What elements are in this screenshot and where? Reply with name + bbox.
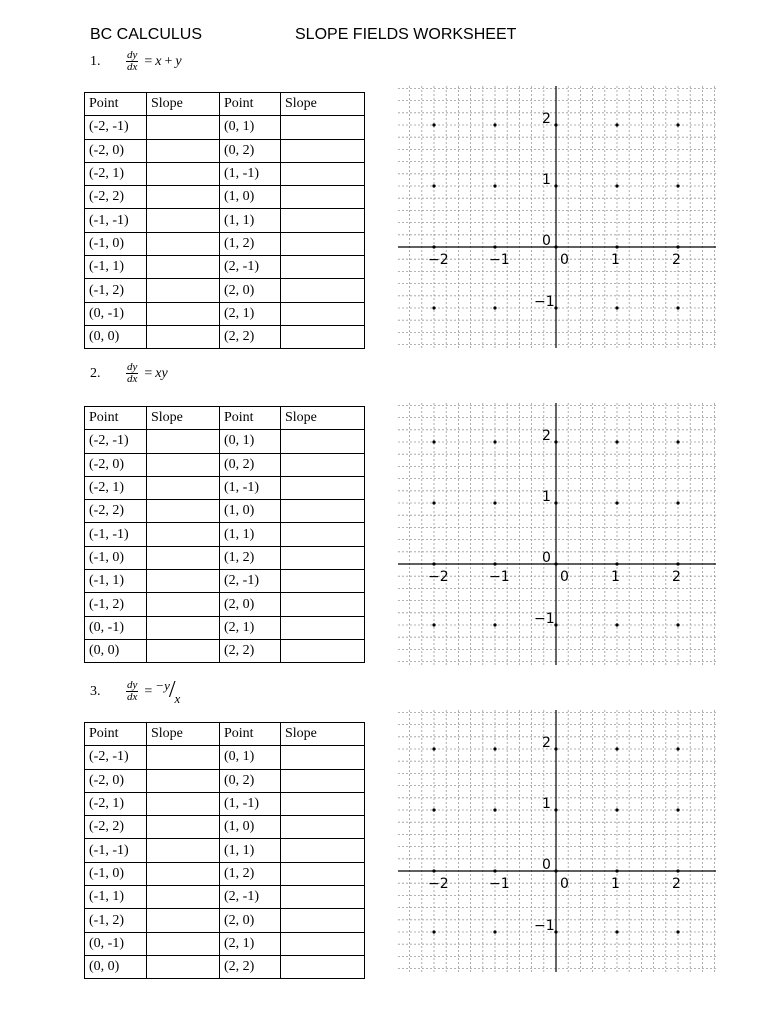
problem-3-label — [90, 678, 180, 705]
y-tick-label: 1 — [542, 489, 551, 505]
table-row — [85, 932, 365, 955]
lattice-point — [554, 747, 557, 750]
y-tick-label: −1 — [534, 918, 555, 934]
lattice-point — [676, 808, 679, 811]
lattice-point — [432, 245, 435, 248]
fraction-denominator: dx — [127, 373, 138, 385]
lattice-point — [554, 123, 557, 126]
lattice-point — [432, 440, 435, 443]
problem-2-label — [90, 362, 168, 385]
slope-cell[interactable] — [147, 862, 220, 885]
lattice-point — [615, 440, 618, 443]
rhs-operator: + — [164, 53, 173, 69]
point-cell: (0, -1) — [85, 302, 147, 325]
x-tick-label: −1 — [489, 569, 510, 585]
x-tick-label: 0 — [560, 569, 569, 585]
column-header: Slope — [147, 407, 220, 430]
slope-cell[interactable] — [281, 839, 365, 862]
slope-cell[interactable] — [281, 256, 365, 279]
point-cell: (2, 0) — [220, 909, 281, 932]
slash-denominator: x — [174, 690, 181, 706]
lattice-point — [615, 184, 618, 187]
y-tick-label: 2 — [542, 428, 551, 444]
table-header-row — [85, 407, 365, 430]
point-cell: (0, -1) — [85, 932, 147, 955]
point-cell: (2, 1) — [220, 302, 281, 325]
table-row — [85, 792, 365, 815]
column-header: Point — [220, 93, 281, 116]
slope-cell[interactable] — [281, 769, 365, 792]
slope-field-grid-3 — [398, 710, 716, 972]
point-cell: (-2, 2) — [85, 816, 147, 839]
point-cell: (-2, 2) — [85, 500, 147, 523]
slope-cell[interactable] — [147, 746, 220, 769]
table-row — [85, 476, 365, 499]
lattice-point — [615, 245, 618, 248]
point-cell: (1, -1) — [220, 476, 281, 499]
lattice-point — [615, 747, 618, 750]
slope-cell[interactable] — [147, 500, 220, 523]
lattice-point — [432, 306, 435, 309]
equation-rhs: = x + y — [144, 53, 182, 69]
point-cell: (1, -1) — [220, 162, 281, 185]
table-header-row — [85, 723, 365, 746]
column-header: Point — [85, 407, 147, 430]
lattice-point — [493, 808, 496, 811]
equation-rhs: = — [144, 683, 153, 699]
lattice-point — [554, 184, 557, 187]
rhs-term: y — [175, 53, 182, 69]
slope-cell[interactable] — [147, 909, 220, 932]
slope-cell[interactable] — [147, 769, 220, 792]
column-header: Slope — [147, 723, 220, 746]
lattice-point — [432, 930, 435, 933]
point-cell: (-1, 1) — [85, 256, 147, 279]
lattice-point — [554, 245, 557, 248]
lattice-point — [615, 562, 618, 565]
point-cell: (1, 2) — [220, 546, 281, 569]
table-row — [85, 232, 365, 255]
table-row — [85, 139, 365, 162]
derivative-fraction — [126, 680, 138, 703]
lattice-point — [432, 501, 435, 504]
point-cell: (-2, -1) — [85, 116, 147, 139]
lattice-point — [554, 562, 557, 565]
slope-cell[interactable] — [281, 500, 365, 523]
lattice-point — [676, 440, 679, 443]
point-cell: (1, -1) — [220, 792, 281, 815]
lattice-point — [493, 306, 496, 309]
slope-cell[interactable] — [281, 593, 365, 616]
point-cell: (2, 1) — [220, 616, 281, 639]
table-row — [85, 302, 365, 325]
lattice-point — [493, 930, 496, 933]
x-tick-label: −2 — [428, 252, 449, 268]
x-tick-label: −1 — [489, 252, 510, 268]
slope-cell[interactable] — [147, 453, 220, 476]
slope-cell[interactable] — [281, 453, 365, 476]
slope-cell[interactable] — [281, 862, 365, 885]
lattice-point — [615, 123, 618, 126]
point-cell: (1, 1) — [220, 523, 281, 546]
point-cell: (0, -1) — [85, 616, 147, 639]
point-cell: (-2, 0) — [85, 769, 147, 792]
column-header: Point — [85, 723, 147, 746]
y-tick-label: 1 — [542, 796, 551, 812]
slope-field-grid-1 — [398, 86, 716, 348]
fraction-denominator: dx — [127, 691, 138, 703]
column-header: Slope — [147, 93, 220, 116]
lattice-point — [432, 869, 435, 872]
point-cell: (-1, 0) — [85, 862, 147, 885]
rhs-term: x — [155, 53, 162, 69]
slope-cell[interactable] — [147, 546, 220, 569]
point-cell: (-1, 0) — [85, 232, 147, 255]
slope-cell[interactable] — [147, 593, 220, 616]
slope-cell[interactable] — [147, 570, 220, 593]
rhs-term: xy — [155, 365, 168, 381]
slope-cell[interactable] — [281, 430, 365, 453]
table-row — [85, 909, 365, 932]
table-row — [85, 209, 365, 232]
points-table-1 — [84, 92, 365, 349]
x-tick-label: 1 — [611, 252, 620, 268]
slope-cell[interactable] — [281, 139, 365, 162]
slope-cell[interactable] — [147, 186, 220, 209]
slope-cell[interactable] — [281, 116, 365, 139]
point-cell: (0, 1) — [220, 430, 281, 453]
table-row — [85, 570, 365, 593]
table-header-row — [85, 93, 365, 116]
lattice-point — [676, 747, 679, 750]
derivative-fraction — [126, 50, 138, 73]
x-tick-label: 0 — [560, 252, 569, 268]
point-cell: (1, 1) — [220, 209, 281, 232]
slope-cell[interactable] — [147, 139, 220, 162]
point-cell: (-1, 2) — [85, 593, 147, 616]
slope-cell[interactable] — [147, 302, 220, 325]
y-tick-label: 1 — [542, 172, 551, 188]
lattice-point — [493, 623, 496, 626]
y-tick-label: 0 — [542, 550, 551, 566]
column-header: Point — [220, 723, 281, 746]
slope-cell[interactable] — [147, 616, 220, 639]
slope-cell[interactable] — [281, 279, 365, 302]
slope-cell[interactable] — [147, 279, 220, 302]
table-row — [85, 430, 365, 453]
lattice-point — [676, 501, 679, 504]
slope-cell[interactable] — [281, 746, 365, 769]
slope-cell[interactable] — [281, 302, 365, 325]
y-tick-label: −1 — [534, 294, 555, 310]
fraction-numerator: dy — [127, 679, 138, 691]
y-tick-label: −1 — [534, 611, 555, 627]
column-header: Slope — [281, 407, 365, 430]
slope-cell[interactable] — [147, 523, 220, 546]
lattice-point — [676, 245, 679, 248]
point-cell: (2, -1) — [220, 886, 281, 909]
lattice-point — [493, 440, 496, 443]
table-row — [85, 500, 365, 523]
x-tick-label: −2 — [428, 569, 449, 585]
x-tick-label: 0 — [560, 876, 569, 892]
point-cell: (-2, 1) — [85, 792, 147, 815]
lattice-point — [493, 184, 496, 187]
lattice-point — [493, 123, 496, 126]
lattice-point — [554, 869, 557, 872]
table-row — [85, 325, 365, 348]
point-cell: (2, 2) — [220, 639, 281, 662]
slope-cell[interactable] — [281, 570, 365, 593]
y-tick-label: 0 — [542, 233, 551, 249]
point-cell: (-2, 0) — [85, 453, 147, 476]
lattice-point — [432, 184, 435, 187]
derivative-fraction — [126, 362, 138, 385]
table-row — [85, 839, 365, 862]
table-row — [85, 523, 365, 546]
table-row — [85, 955, 365, 978]
y-tick-label: 2 — [542, 735, 551, 751]
lattice-point — [554, 501, 557, 504]
column-header: Point — [85, 93, 147, 116]
slope-cell[interactable] — [281, 955, 365, 978]
point-cell: (-2, 0) — [85, 139, 147, 162]
lattice-point — [615, 808, 618, 811]
points-table-2 — [84, 406, 365, 663]
column-header: Slope — [281, 93, 365, 116]
lattice-point — [493, 501, 496, 504]
slope-cell[interactable] — [281, 232, 365, 255]
lattice-point — [432, 747, 435, 750]
table-row — [85, 186, 365, 209]
point-cell: (-1, 2) — [85, 909, 147, 932]
point-cell: (-2, -1) — [85, 430, 147, 453]
lattice-point — [432, 808, 435, 811]
lattice-point — [676, 930, 679, 933]
lattice-point — [554, 808, 557, 811]
table-row — [85, 162, 365, 185]
slope-cell[interactable] — [147, 816, 220, 839]
problem-number: 3. — [90, 683, 101, 699]
table-row — [85, 886, 365, 909]
fraction-numerator: dy — [127, 49, 138, 61]
table-row — [85, 279, 365, 302]
table-row — [85, 256, 365, 279]
point-cell: (-2, 1) — [85, 162, 147, 185]
point-cell: (0, 2) — [220, 453, 281, 476]
point-cell: (1, 0) — [220, 186, 281, 209]
point-cell: (1, 1) — [220, 839, 281, 862]
table-row — [85, 453, 365, 476]
x-tick-label: 1 — [611, 569, 620, 585]
equation-rhs: = xy — [144, 365, 168, 381]
slope-cell[interactable] — [147, 116, 220, 139]
lattice-point — [554, 306, 557, 309]
point-cell: (-1, 2) — [85, 279, 147, 302]
lattice-point — [615, 501, 618, 504]
fraction-denominator: dx — [127, 61, 138, 73]
point-cell: (0, 1) — [220, 116, 281, 139]
slope-cell[interactable] — [147, 256, 220, 279]
point-cell: (2, 2) — [220, 955, 281, 978]
x-tick-label: −1 — [489, 876, 510, 892]
lattice-point — [432, 123, 435, 126]
point-cell: (0, 1) — [220, 746, 281, 769]
slope-cell[interactable] — [281, 909, 365, 932]
lattice-point — [615, 306, 618, 309]
slope-cell[interactable] — [147, 162, 220, 185]
lattice-point — [554, 930, 557, 933]
slope-cell[interactable] — [147, 476, 220, 499]
x-tick-label: 1 — [611, 876, 620, 892]
lattice-point — [676, 123, 679, 126]
point-cell: (0, 0) — [85, 955, 147, 978]
point-cell: (2, -1) — [220, 570, 281, 593]
slope-cell[interactable] — [281, 162, 365, 185]
point-cell: (-1, -1) — [85, 523, 147, 546]
problem-number: 2. — [90, 365, 101, 381]
slope-cell[interactable] — [147, 792, 220, 815]
table-row — [85, 593, 365, 616]
point-cell: (0, 2) — [220, 769, 281, 792]
lattice-point — [615, 623, 618, 626]
lattice-point — [676, 306, 679, 309]
slope-cell[interactable] — [147, 955, 220, 978]
slope-cell[interactable] — [281, 209, 365, 232]
slope-cell[interactable] — [281, 886, 365, 909]
point-cell: (-1, 1) — [85, 570, 147, 593]
point-cell: (-1, -1) — [85, 209, 147, 232]
x-tick-label: −2 — [428, 876, 449, 892]
slope-field-grid-2 — [398, 403, 716, 665]
slope-cell[interactable] — [147, 839, 220, 862]
slope-cell[interactable] — [281, 523, 365, 546]
lattice-point — [615, 930, 618, 933]
point-cell: (2, -1) — [220, 256, 281, 279]
slope-cell[interactable] — [147, 430, 220, 453]
worksheet-title: SLOPE FIELDS WORKSHEET — [295, 26, 517, 43]
slope-cell[interactable] — [147, 639, 220, 662]
lattice-point — [493, 869, 496, 872]
slope-cell[interactable] — [281, 639, 365, 662]
course-title: BC CALCULUS — [90, 26, 203, 43]
slope-cell[interactable] — [281, 186, 365, 209]
point-cell: (-1, 0) — [85, 546, 147, 569]
problem-1-label — [90, 50, 182, 73]
lattice-point — [554, 440, 557, 443]
point-cell: (2, 1) — [220, 932, 281, 955]
point-cell: (-1, 1) — [85, 886, 147, 909]
table-row — [85, 546, 365, 569]
point-cell: (0, 0) — [85, 639, 147, 662]
slope-cell[interactable] — [147, 325, 220, 348]
point-cell: (1, 2) — [220, 862, 281, 885]
slope-cell[interactable] — [281, 792, 365, 815]
table-row — [85, 862, 365, 885]
point-cell: (2, 2) — [220, 325, 281, 348]
point-cell: (2, 0) — [220, 593, 281, 616]
point-cell: (2, 0) — [220, 279, 281, 302]
point-cell: (-1, -1) — [85, 839, 147, 862]
lattice-point — [615, 869, 618, 872]
x-tick-label: 2 — [672, 876, 681, 892]
lattice-point — [493, 747, 496, 750]
table-row — [85, 769, 365, 792]
lattice-point — [676, 184, 679, 187]
slope-cell[interactable] — [281, 325, 365, 348]
table-row — [85, 816, 365, 839]
table-row — [85, 746, 365, 769]
points-table-3 — [84, 722, 365, 979]
slash-numerator: −y — [155, 677, 170, 693]
lattice-point — [493, 245, 496, 248]
y-tick-label: 0 — [542, 857, 551, 873]
table-row — [85, 616, 365, 639]
point-cell: (1, 0) — [220, 816, 281, 839]
table-row — [85, 116, 365, 139]
lattice-point — [676, 562, 679, 565]
lattice-point — [493, 562, 496, 565]
lattice-point — [432, 623, 435, 626]
table-row — [85, 639, 365, 662]
point-cell: (1, 2) — [220, 232, 281, 255]
slope-cell[interactable] — [281, 546, 365, 569]
lattice-point — [676, 623, 679, 626]
point-cell: (0, 2) — [220, 139, 281, 162]
point-cell: (0, 0) — [85, 325, 147, 348]
column-header: Slope — [281, 723, 365, 746]
point-cell: (-2, -1) — [85, 746, 147, 769]
problem-number: 1. — [90, 53, 101, 69]
slope-cell[interactable] — [147, 232, 220, 255]
point-cell: (-2, 1) — [85, 476, 147, 499]
x-tick-label: 2 — [672, 252, 681, 268]
point-cell: (-2, 2) — [85, 186, 147, 209]
slope-cell[interactable] — [147, 209, 220, 232]
slope-cell[interactable] — [281, 932, 365, 955]
x-tick-label: 2 — [672, 569, 681, 585]
point-cell: (1, 0) — [220, 500, 281, 523]
slope-cell[interactable] — [281, 816, 365, 839]
slope-cell[interactable] — [281, 616, 365, 639]
y-tick-label: 2 — [542, 111, 551, 127]
slash-fraction: −y / x — [155, 677, 181, 706]
lattice-point — [554, 623, 557, 626]
fraction-numerator: dy — [127, 361, 138, 373]
slope-cell[interactable] — [281, 476, 365, 499]
lattice-point — [432, 562, 435, 565]
slope-cell[interactable] — [147, 886, 220, 909]
column-header: Point — [220, 407, 281, 430]
lattice-point — [676, 869, 679, 872]
slope-cell[interactable] — [147, 932, 220, 955]
